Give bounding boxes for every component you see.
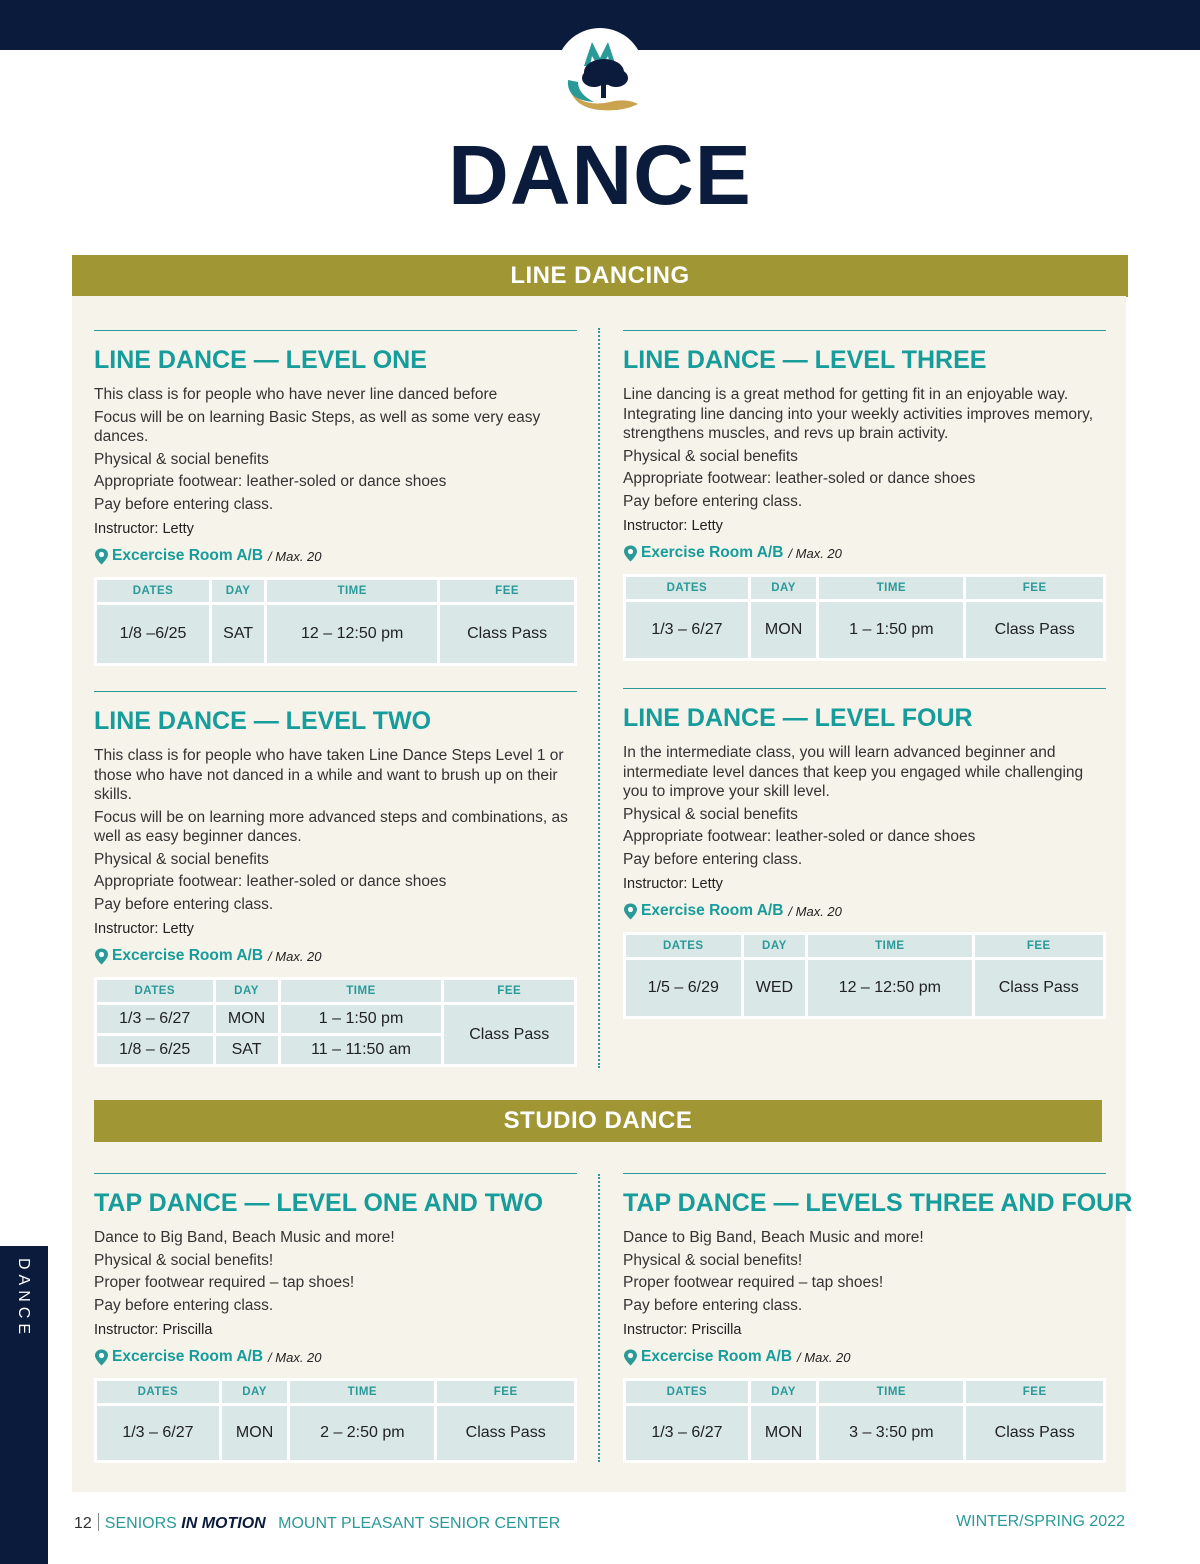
room-info [94, 547, 577, 565]
cell-dates: 1/3 – 6/27 [97, 1005, 213, 1033]
description-line: This class is for people who have never line danced before [94, 386, 498, 403]
description-line: Appropriate footwear: leather-soled or dance shoes [94, 873, 447, 890]
schedule-table [623, 1378, 1106, 1463]
side-tab-label: DANCE [15, 1258, 32, 1340]
table-row [97, 1406, 574, 1460]
description-line: Pay before entering class. [94, 895, 274, 913]
center-name: MOUNT PLEASANT SENIOR CENTER [278, 1515, 561, 1532]
table-header-row [626, 935, 1103, 957]
cell-fee: Class Pass [975, 960, 1104, 1016]
course-title: TAP DANCE — LEVEL ONE AND TWO [94, 1189, 544, 1217]
schedule-table [94, 1378, 577, 1463]
column-divider [598, 1174, 600, 1462]
divider [94, 1173, 577, 1174]
course-description [623, 1228, 1106, 1315]
header-dates: DATES [97, 980, 213, 1002]
header-fee: FEE [440, 580, 574, 602]
schedule-table [94, 977, 577, 1067]
description-line: Physical & social benefits! [623, 1251, 803, 1269]
description-line: Pay before entering class. [623, 850, 803, 868]
description-line: Proper footwear required – tap shoes! [623, 1274, 884, 1291]
header-time: TIME [819, 1381, 963, 1403]
table-row [97, 605, 574, 663]
header-day: DAY [751, 1381, 816, 1403]
cell-day: WED [744, 960, 806, 1016]
instructor: Instructor: Letty [94, 521, 194, 537]
cell-fee: Class Pass [440, 605, 574, 663]
description-line: Appropriate footwear: leather-soled or dance shoes [623, 828, 976, 845]
brand-prefix: SENIORS [104, 1515, 177, 1532]
footer-left [74, 1513, 560, 1533]
divider [623, 1173, 1106, 1174]
header-time: TIME [808, 935, 971, 957]
instructor: Instructor: Priscilla [623, 1322, 742, 1338]
course-title: TAP DANCE — LEVELS THREE AND FOUR [623, 1189, 1133, 1217]
footer-separator [98, 1513, 99, 1531]
table-row [97, 1005, 574, 1033]
cell-time: 11 – 11:50 am [281, 1036, 442, 1064]
header-fee: FEE [966, 577, 1103, 599]
cell-dates: 1/8 –6/25 [97, 605, 209, 663]
course-tap-dance-level-one-two [94, 1173, 577, 1463]
table-header-row [626, 577, 1103, 599]
header-day: DAY [216, 980, 278, 1002]
column-divider [598, 328, 600, 1068]
header-time: TIME [290, 1381, 434, 1403]
side-tab [0, 1246, 48, 1564]
course-line-dance-level-three [623, 330, 1106, 661]
header-time: TIME [281, 980, 442, 1002]
description-line: Physical & social benefits [623, 447, 798, 465]
cell-dates: 1/8 – 6/25 [97, 1036, 213, 1064]
instructor: Instructor: Letty [623, 518, 723, 534]
location-pin-icon [94, 948, 109, 965]
location-pin-icon [94, 1349, 109, 1366]
description-line: This class is for people who have taken Line Dance Steps Level 1 or those who have not danced in a while and want to brush up on their skills. [94, 747, 564, 803]
cell-fee: Class Pass [437, 1406, 574, 1460]
description-line: Appropriate footwear: leather-soled or dance shoes [623, 470, 976, 487]
course-description [94, 746, 577, 914]
header-fee: FEE [975, 935, 1104, 957]
table-header-row [626, 1381, 1103, 1403]
section-band-studio-dance: STUDIO DANCE [94, 1100, 1102, 1142]
section-band-line-dancing: LINE DANCING [72, 255, 1128, 297]
cell-fee: Class Pass [444, 1005, 574, 1064]
cell-time: 12 – 12:50 pm [267, 605, 437, 663]
description-line: Pay before entering class. [623, 1296, 803, 1314]
cell-day: MON [751, 602, 816, 658]
room-info [94, 947, 577, 965]
location-pin-icon [94, 548, 109, 565]
divider [623, 330, 1106, 331]
divider [623, 688, 1106, 689]
description-line: Line dancing is a great method for getting fit in an enjoyable way. Integrating line dancing into your weekly activities improves memory, strengthens muscles, and revs up brain activity. [623, 386, 1094, 442]
room-name: Excercise Room A/B [112, 547, 264, 564]
page-number: 12 [74, 1515, 92, 1532]
room-capacity: / Max. 20 [268, 1349, 322, 1365]
cell-dates: 1/5 – 6/29 [626, 960, 741, 1016]
header-day: DAY [744, 935, 806, 957]
course-tap-dance-levels-three-four [623, 1173, 1133, 1463]
cell-day: MON [222, 1406, 287, 1460]
cell-time: 1 – 1:50 pm [819, 602, 963, 658]
footer-season: WINTER/SPRING 2022 [956, 1513, 1125, 1530]
cell-time: 12 – 12:50 pm [808, 960, 971, 1016]
header-day: DAY [751, 577, 816, 599]
room-capacity: / Max. 20 [788, 545, 842, 561]
cell-time: 2 – 2:50 pm [290, 1406, 434, 1460]
table-row [626, 960, 1103, 1016]
description-line: Physical & social benefits [94, 450, 269, 468]
header-time: TIME [267, 580, 437, 602]
room-name: Exercise Room A/B [641, 544, 784, 561]
cell-day: MON [751, 1406, 816, 1460]
cell-time: 1 – 1:50 pm [281, 1005, 442, 1033]
schedule-table [623, 932, 1106, 1019]
cell-dates: 1/3 – 6/27 [626, 602, 748, 658]
room-capacity: / Max. 20 [788, 903, 842, 919]
header-day: DAY [222, 1381, 287, 1403]
room-info [623, 544, 1106, 562]
schedule-table [94, 577, 577, 666]
room-capacity: / Max. 20 [268, 548, 322, 564]
table-row [626, 602, 1103, 658]
room-capacity: / Max. 20 [797, 1349, 851, 1365]
page-title: DANCE [448, 128, 752, 222]
instructor: Instructor: Priscilla [94, 1322, 213, 1338]
room-name: Excercise Room A/B [112, 947, 264, 964]
cell-day: MON [216, 1005, 278, 1033]
header-fee: FEE [966, 1381, 1103, 1403]
cell-fee: Class Pass [966, 1406, 1103, 1460]
description-line: Pay before entering class. [94, 1296, 274, 1314]
cell-day: SAT [216, 1036, 278, 1064]
course-line-dance-level-four [623, 688, 1106, 1019]
room-info [94, 1348, 577, 1366]
header-dates: DATES [97, 580, 209, 602]
room-name: Excercise Room A/B [112, 1348, 264, 1365]
instructor: Instructor: Letty [94, 921, 194, 937]
description-line: Physical & social benefits [623, 805, 798, 823]
description-line: Focus will be on learning more advanced steps and combinations, as well as easy beginner dances. [94, 808, 568, 845]
divider [94, 330, 577, 331]
header-dates: DATES [626, 577, 748, 599]
description-line: Proper footwear required – tap shoes! [94, 1274, 355, 1291]
schedule-table [623, 574, 1106, 661]
room-name: Excercise Room A/B [641, 1348, 793, 1365]
location-pin-icon [623, 903, 638, 920]
cell-fee: Class Pass [966, 602, 1103, 658]
logo [556, 28, 644, 116]
room-name: Exercise Room A/B [641, 902, 784, 919]
tree-logo-icon [556, 28, 644, 116]
brand-emphasis: IN MOTION [181, 1515, 266, 1532]
description-line: Pay before entering class. [94, 495, 274, 513]
course-title: LINE DANCE — LEVEL TWO [94, 707, 432, 735]
header-fee: FEE [444, 980, 574, 1002]
header-day: DAY [212, 580, 264, 602]
course-description [94, 385, 577, 514]
table-header-row [97, 580, 574, 602]
table-row [626, 1406, 1103, 1460]
cell-time: 3 – 3:50 pm [819, 1406, 963, 1460]
header-dates: DATES [97, 1381, 219, 1403]
description-line: Dance to Big Band, Beach Music and more! [94, 1229, 395, 1246]
description-line: Pay before entering class. [623, 492, 803, 510]
course-description [623, 385, 1106, 511]
header-fee: FEE [437, 1381, 574, 1403]
room-info [623, 1348, 1106, 1366]
table-header-row [97, 980, 574, 1002]
header-dates: DATES [626, 1381, 748, 1403]
instructor: Instructor: Letty [623, 876, 723, 892]
course-title: LINE DANCE — LEVEL FOUR [623, 704, 973, 732]
course-title: LINE DANCE — LEVEL THREE [623, 346, 987, 374]
course-line-dance-level-two [94, 691, 577, 1067]
course-title: LINE DANCE — LEVEL ONE [94, 346, 427, 374]
header-time: TIME [819, 577, 963, 599]
description-line: Focus will be on learning Basic Steps, as well as some very easy dances. [94, 408, 541, 445]
cell-day: SAT [212, 605, 264, 663]
description-line: Physical & social benefits! [94, 1251, 274, 1269]
location-pin-icon [623, 1349, 638, 1366]
description-line: Physical & social benefits [94, 850, 269, 868]
divider [94, 691, 577, 692]
cell-dates: 1/3 – 6/27 [626, 1406, 748, 1460]
description-line: Appropriate footwear: leather-soled or dance shoes [94, 473, 447, 490]
course-line-dance-level-one [94, 330, 577, 666]
course-description [94, 1228, 577, 1315]
room-info [623, 902, 1106, 920]
cell-dates: 1/3 – 6/27 [97, 1406, 219, 1460]
description-line: In the intermediate class, you will learn advanced beginner and intermediate level dances that keep you engaged while challenging you to improve your skill level. [623, 744, 1084, 800]
course-description [623, 743, 1106, 869]
room-capacity: / Max. 20 [268, 948, 322, 964]
table-header-row [97, 1381, 574, 1403]
header-dates: DATES [626, 935, 741, 957]
description-line: Dance to Big Band, Beach Music and more! [623, 1229, 924, 1246]
location-pin-icon [623, 545, 638, 562]
